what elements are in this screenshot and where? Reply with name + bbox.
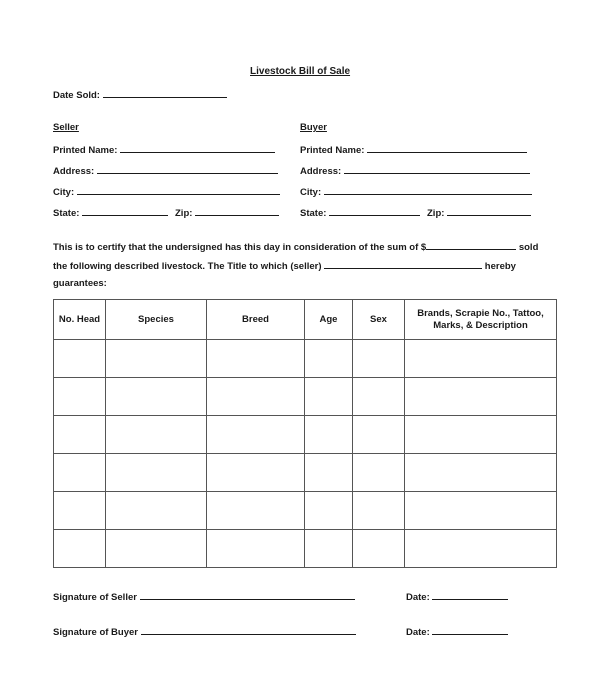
buyer-signature-field[interactable] <box>141 625 356 635</box>
table-cell[interactable] <box>305 530 353 568</box>
seller-city-field[interactable] <box>77 185 280 195</box>
table-cell[interactable] <box>106 416 207 454</box>
table-cell[interactable] <box>106 530 207 568</box>
table-row <box>54 530 557 568</box>
seller-date-field[interactable] <box>432 590 508 600</box>
table-cell[interactable] <box>353 454 405 492</box>
table-cell[interactable] <box>353 416 405 454</box>
buyer-printed-name-row <box>300 143 527 156</box>
seller-heading: Seller <box>53 122 79 133</box>
buyer-city-field[interactable] <box>324 185 532 195</box>
seller-printed-name-label: Printed Name: <box>53 145 118 156</box>
table-cell[interactable] <box>54 416 106 454</box>
buyer-date-label: Date: <box>406 627 430 638</box>
table-cell[interactable] <box>405 378 557 416</box>
certify-text-3: the following described livestock. The Title to which (seller) <box>53 261 322 272</box>
certify-line-1 <box>53 240 538 253</box>
date-sold-row <box>53 88 227 101</box>
header-species: Species <box>106 300 207 340</box>
seller-state-field[interactable] <box>82 206 168 216</box>
date-sold-label: Date Sold: <box>53 90 100 101</box>
header-breed: Breed <box>207 300 305 340</box>
table-cell[interactable] <box>207 492 305 530</box>
seller-date-row <box>406 590 508 603</box>
seller-printed-name-field[interactable] <box>120 143 275 153</box>
table-cell[interactable] <box>305 492 353 530</box>
seller-city-row <box>53 185 280 198</box>
seller-signature-row <box>53 590 355 603</box>
certify-text-1: This is to certify that the undersigned has this day in consideration of the sum of $ <box>53 242 427 253</box>
seller-zip-row <box>175 206 279 219</box>
form-title: Livestock Bill of Sale <box>250 66 351 77</box>
seller-signature-label: Signature of Seller <box>53 592 137 603</box>
seller-zip-field[interactable] <box>195 206 279 216</box>
seller-date-label: Date: <box>406 592 430 603</box>
buyer-printed-name-label: Printed Name: <box>300 145 365 156</box>
table-cell[interactable] <box>207 454 305 492</box>
table-cell[interactable] <box>54 378 106 416</box>
table-cell[interactable] <box>305 454 353 492</box>
table-cell[interactable] <box>305 378 353 416</box>
seller-title-field[interactable] <box>324 259 482 269</box>
table-cell[interactable] <box>106 378 207 416</box>
table-cell[interactable] <box>54 530 106 568</box>
table-cell[interactable] <box>207 530 305 568</box>
buyer-address-row <box>300 164 530 177</box>
seller-address-field[interactable] <box>97 164 278 174</box>
table-row <box>54 492 557 530</box>
buyer-printed-name-field[interactable] <box>367 143 527 153</box>
buyer-date-row <box>406 625 508 638</box>
table-cell[interactable] <box>405 340 557 378</box>
seller-zip-label: Zip: <box>175 208 193 219</box>
seller-signature-field[interactable] <box>140 590 355 600</box>
seller-printed-name-row <box>53 143 275 156</box>
table-cell[interactable] <box>54 340 106 378</box>
table-cell[interactable] <box>405 416 557 454</box>
buyer-city-row <box>300 185 532 198</box>
certify-line-3: guarantees: <box>53 278 107 289</box>
buyer-state-row <box>300 206 420 219</box>
table-cell[interactable] <box>353 530 405 568</box>
buyer-date-field[interactable] <box>432 625 508 635</box>
buyer-address-field[interactable] <box>344 164 530 174</box>
table-cell[interactable] <box>405 492 557 530</box>
date-sold-field[interactable] <box>103 88 227 98</box>
table-cell[interactable] <box>207 378 305 416</box>
table-cell[interactable] <box>353 340 405 378</box>
header-description: Brands, Scrapie No., Tattoo, Marks, & Description <box>405 300 557 340</box>
table-cell[interactable] <box>54 454 106 492</box>
livestock-table <box>53 299 557 568</box>
table-cell[interactable] <box>353 492 405 530</box>
table-cell[interactable] <box>305 340 353 378</box>
buyer-zip-field[interactable] <box>447 206 531 216</box>
sum-amount-field[interactable] <box>426 240 516 250</box>
buyer-state-field[interactable] <box>329 206 420 216</box>
table-cell[interactable] <box>353 378 405 416</box>
table-cell[interactable] <box>106 492 207 530</box>
buyer-zip-row <box>427 206 531 219</box>
buyer-address-label: Address: <box>300 166 342 177</box>
table-cell[interactable] <box>207 416 305 454</box>
table-cell[interactable] <box>405 530 557 568</box>
seller-state-row <box>53 206 168 219</box>
table-row <box>54 378 557 416</box>
buyer-signature-row <box>53 625 356 638</box>
buyer-state-label: State: <box>300 208 327 219</box>
table-row <box>54 416 557 454</box>
table-cell[interactable] <box>54 492 106 530</box>
table-cell[interactable] <box>106 340 207 378</box>
table-cell[interactable] <box>305 416 353 454</box>
header-sex: Sex <box>353 300 405 340</box>
certify-text-4: hereby <box>484 261 516 272</box>
seller-address-label: Address: <box>53 166 95 177</box>
table-header-row <box>54 300 557 340</box>
buyer-zip-label: Zip: <box>427 208 445 219</box>
certify-text-2: sold <box>518 242 539 253</box>
header-age: Age <box>305 300 353 340</box>
header-no-head: No. Head <box>54 300 106 340</box>
table-cell[interactable] <box>207 340 305 378</box>
seller-state-label: State: <box>53 208 80 219</box>
certify-line-2 <box>53 259 516 272</box>
seller-city-label: City: <box>53 187 75 198</box>
table-row <box>54 340 557 378</box>
buyer-heading: Buyer <box>300 122 327 133</box>
table-row <box>54 454 557 492</box>
table-cell[interactable] <box>405 454 557 492</box>
buyer-signature-label: Signature of Buyer <box>53 627 138 638</box>
livestock-table-body <box>54 340 557 568</box>
table-cell[interactable] <box>106 454 207 492</box>
buyer-city-label: City: <box>300 187 322 198</box>
seller-address-row <box>53 164 278 177</box>
